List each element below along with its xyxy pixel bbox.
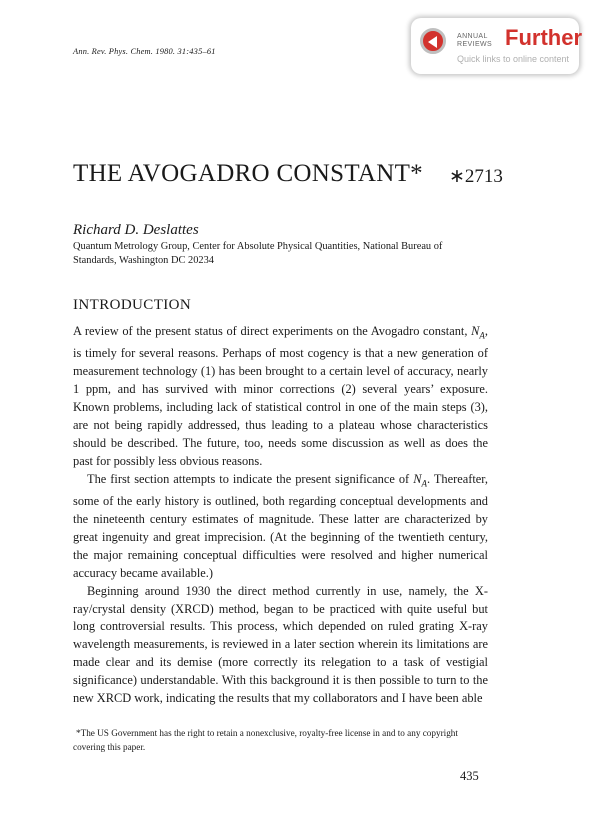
further-label: Further: [505, 25, 582, 50]
author-affiliation: Quantum Metrology Group, Center for Absolute Physical Quantities, National Bureau of Standards, Washington DC 20234: [73, 241, 443, 266]
article-title: THE AVOGADRO CONSTANT*: [73, 160, 423, 187]
page-number: 435: [460, 769, 479, 783]
paragraph: A review of the present status of direct experiments on the Avogadro constant, $N_A$, is timely for several reasons. Perhaps of most cogency is that a new generation of measurement technology (1) has been brought to a certain level of accuracy, nearly 1 ppm, and has survived with minor corrections (2) several years’ exposure. Known problems, including lack of statistical control in one of the main steps (3), are not being rapidly addressed, thus leading to a plateau whose characteristics should be described. The future, too, needs some discussion as well as does the past for possibly less obvious reasons.: [73, 324, 488, 468]
article-code: ∗2713: [449, 166, 503, 187]
annual-reviews-wordmark: ANNUAL REVIEWS: [457, 33, 493, 48]
paragraph: The first section attempts to indicate the present significance of $N_A$. Thereafter, some of the early history is outlined, both regarding conceptual developments and the nineteenth century estimates of magnitude. These latter are characterized by great ingenuity and great imprecision. (At the beginning of the twentieth century, the major remaining conceptual difficulties were resolved and higher numerical accuracy became available.): [73, 471, 489, 580]
section-heading: INTRODUCTION: [73, 297, 192, 313]
author-name: Richard D. Deslattes: [73, 222, 199, 238]
paragraph: Beginning around 1930 the direct method currently in use, namely, the X-ray/crystal density (XRCD) method, began to be practiced with quite useful but long controversial results. This process, which depended on ruled grating X-ray wavelength measurements, is reviewed in a later section wherein its limitations are made clear and its demise (more correctly its relegation to a task of vestigial significance) understandable. With this background it is then possible to turn to the new XRCD work, indicating the results that my collaborators and I have been able: [73, 583, 488, 706]
journal-citation: Ann. Rev. Phys. Chem. 1980. 31:435–61: [73, 47, 216, 56]
quick-links-label: Quick links to online content: [457, 54, 570, 64]
further-links-badge[interactable]: [411, 18, 582, 74]
body-text: [73, 323, 488, 708]
footnote: *The US Government has the right to retain a nonexclusive, royalty-free license in and to any copyright covering this paper.: [73, 728, 458, 752]
back-arrow-icon: [420, 28, 446, 54]
